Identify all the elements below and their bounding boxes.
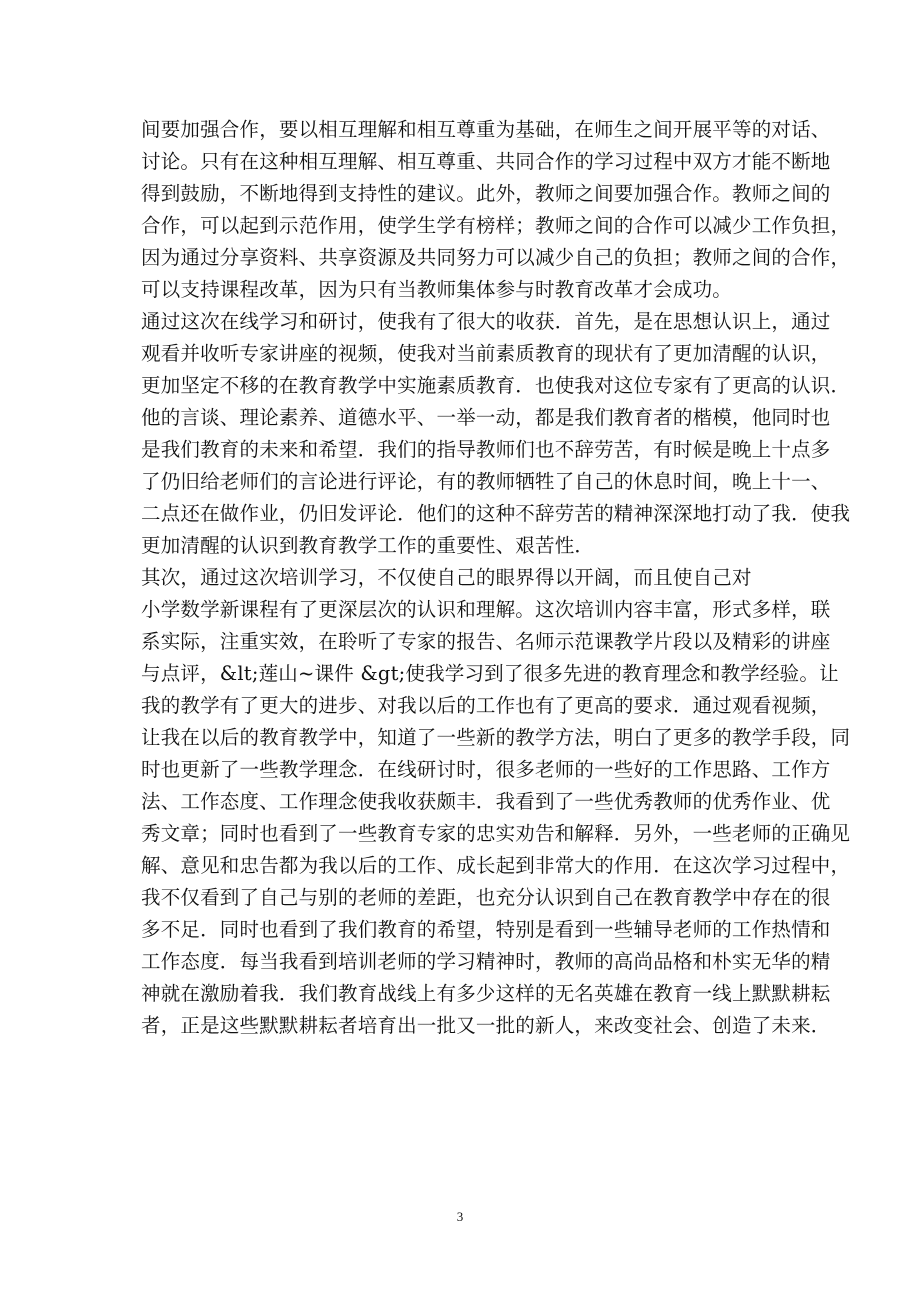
- text-line: 解、意见和忠告都为我以后的工作、成长起到非常大的作用．在这次学习过程中，: [141, 854, 851, 877]
- text-line: 神就在激励着我．我们教育战线上有多少这样的无名英雄在教育一线上默默耕耘: [141, 982, 831, 1005]
- text-line: 法、工作态度、工作理念使我收获颇丰．我看到了一些优秀教师的优秀作业、优: [141, 790, 831, 813]
- text-line: 观看并收听专家讲座的视频，使我对当前素质教育的现状有了更加清醒的认识，: [141, 342, 831, 365]
- text-line: 因为通过分享资料、共享资源及共同努力可以减少自己的负担；教师之间的合作，: [141, 246, 851, 269]
- page-number: 3: [456, 1209, 464, 1224]
- text-line: 小学数学新课程有了更深层次的认识和理解。这次培训内容丰富，形式多样，联: [141, 598, 831, 621]
- text-line: 我不仅看到了自己与别的老师的差距，也充分认识到自己在教育教学中存在的很: [141, 886, 831, 909]
- text-line: 其次，通过这次培训学习，不仅使自己的眼界得以开阔，而且使自己对: [141, 566, 752, 589]
- text-line: 让我在以后的教育教学中，知道了一些新的教学方法，明白了更多的教学手段，同: [141, 726, 851, 749]
- text-line: 他的言谈、理论素养、道德水平、一举一动，都是我们教育者的楷模，他同时也: [141, 406, 831, 429]
- text-line: 更加清醒的认识到教育教学工作的重要性、艰苦性．: [141, 534, 595, 557]
- text-line: 是我们教育的未来和希望．我们的指导教师们也不辞劳苦，有时候是晚上十点多: [141, 438, 831, 461]
- text-line: 合作，可以起到示范作用，使学生学有榜样；教师之间的合作可以减少工作负担，: [141, 214, 851, 237]
- text-line: 可以支持课程改革，因为只有当教师集体参与时教育改革才会成功。: [141, 278, 733, 301]
- text-line: 与点评，&lt;莲山~课件 &gt;使我学习到了很多先进的教育理念和教学经验。让: [141, 662, 839, 685]
- text-line: 多不足．同时也看到了我们教育的希望，特别是看到一些辅导老师的工作热情和: [141, 918, 831, 941]
- text-line: 秀文章；同时也看到了一些教育专家的忠实劝告和解释．另外，一些老师的正确见: [141, 822, 851, 845]
- text-line: 间要加强合作，要以相互理解和相互尊重为基础，在师生之间开展平等的对话、: [141, 118, 831, 141]
- text-line: 讨论。只有在这种相互理解、相互尊重、共同合作的学习过程中双方才能不断地: [141, 150, 831, 173]
- text-line: 得到鼓励，不断地得到支持性的建议。此外，教师之间要加强合作。教师之间的: [141, 182, 831, 205]
- text-line: 了仍旧给老师们的言论进行评论，有的教师牺牲了自己的休息时间，晚上十一、: [141, 470, 831, 493]
- text-line: 我的教学有了更大的进步、对我以后的工作也有了更高的要求．通过观看视频，: [141, 694, 831, 717]
- text-line: 通过这次在线学习和研讨，使我有了很大的收获．首先，是在思想认识上，通过: [141, 310, 831, 333]
- text-line: 更加坚定不移的在教育教学中实施素质教育．也使我对这位专家有了更高的认识．: [141, 374, 851, 397]
- text-line: 者，正是这些默默耕耘者培育出一批又一批的新人，来改变社会、创造了未来．: [141, 1014, 831, 1037]
- text-line: 时也更新了一些教学理念．在线研讨时，很多老师的一些好的工作思路、工作方: [141, 758, 831, 781]
- text-line: 工作态度．每当我看到培训老师的学习精神时，教师的高尚品格和朴实无华的精: [141, 950, 831, 973]
- text-line: 系实际，注重实效，在聆听了专家的报告、名师示范课教学片段以及精彩的讲座: [141, 630, 831, 653]
- text-line: 二点还在做作业，仍旧发评论．他们的这种不辞劳苦的精神深深地打动了我．使我: [141, 502, 851, 525]
